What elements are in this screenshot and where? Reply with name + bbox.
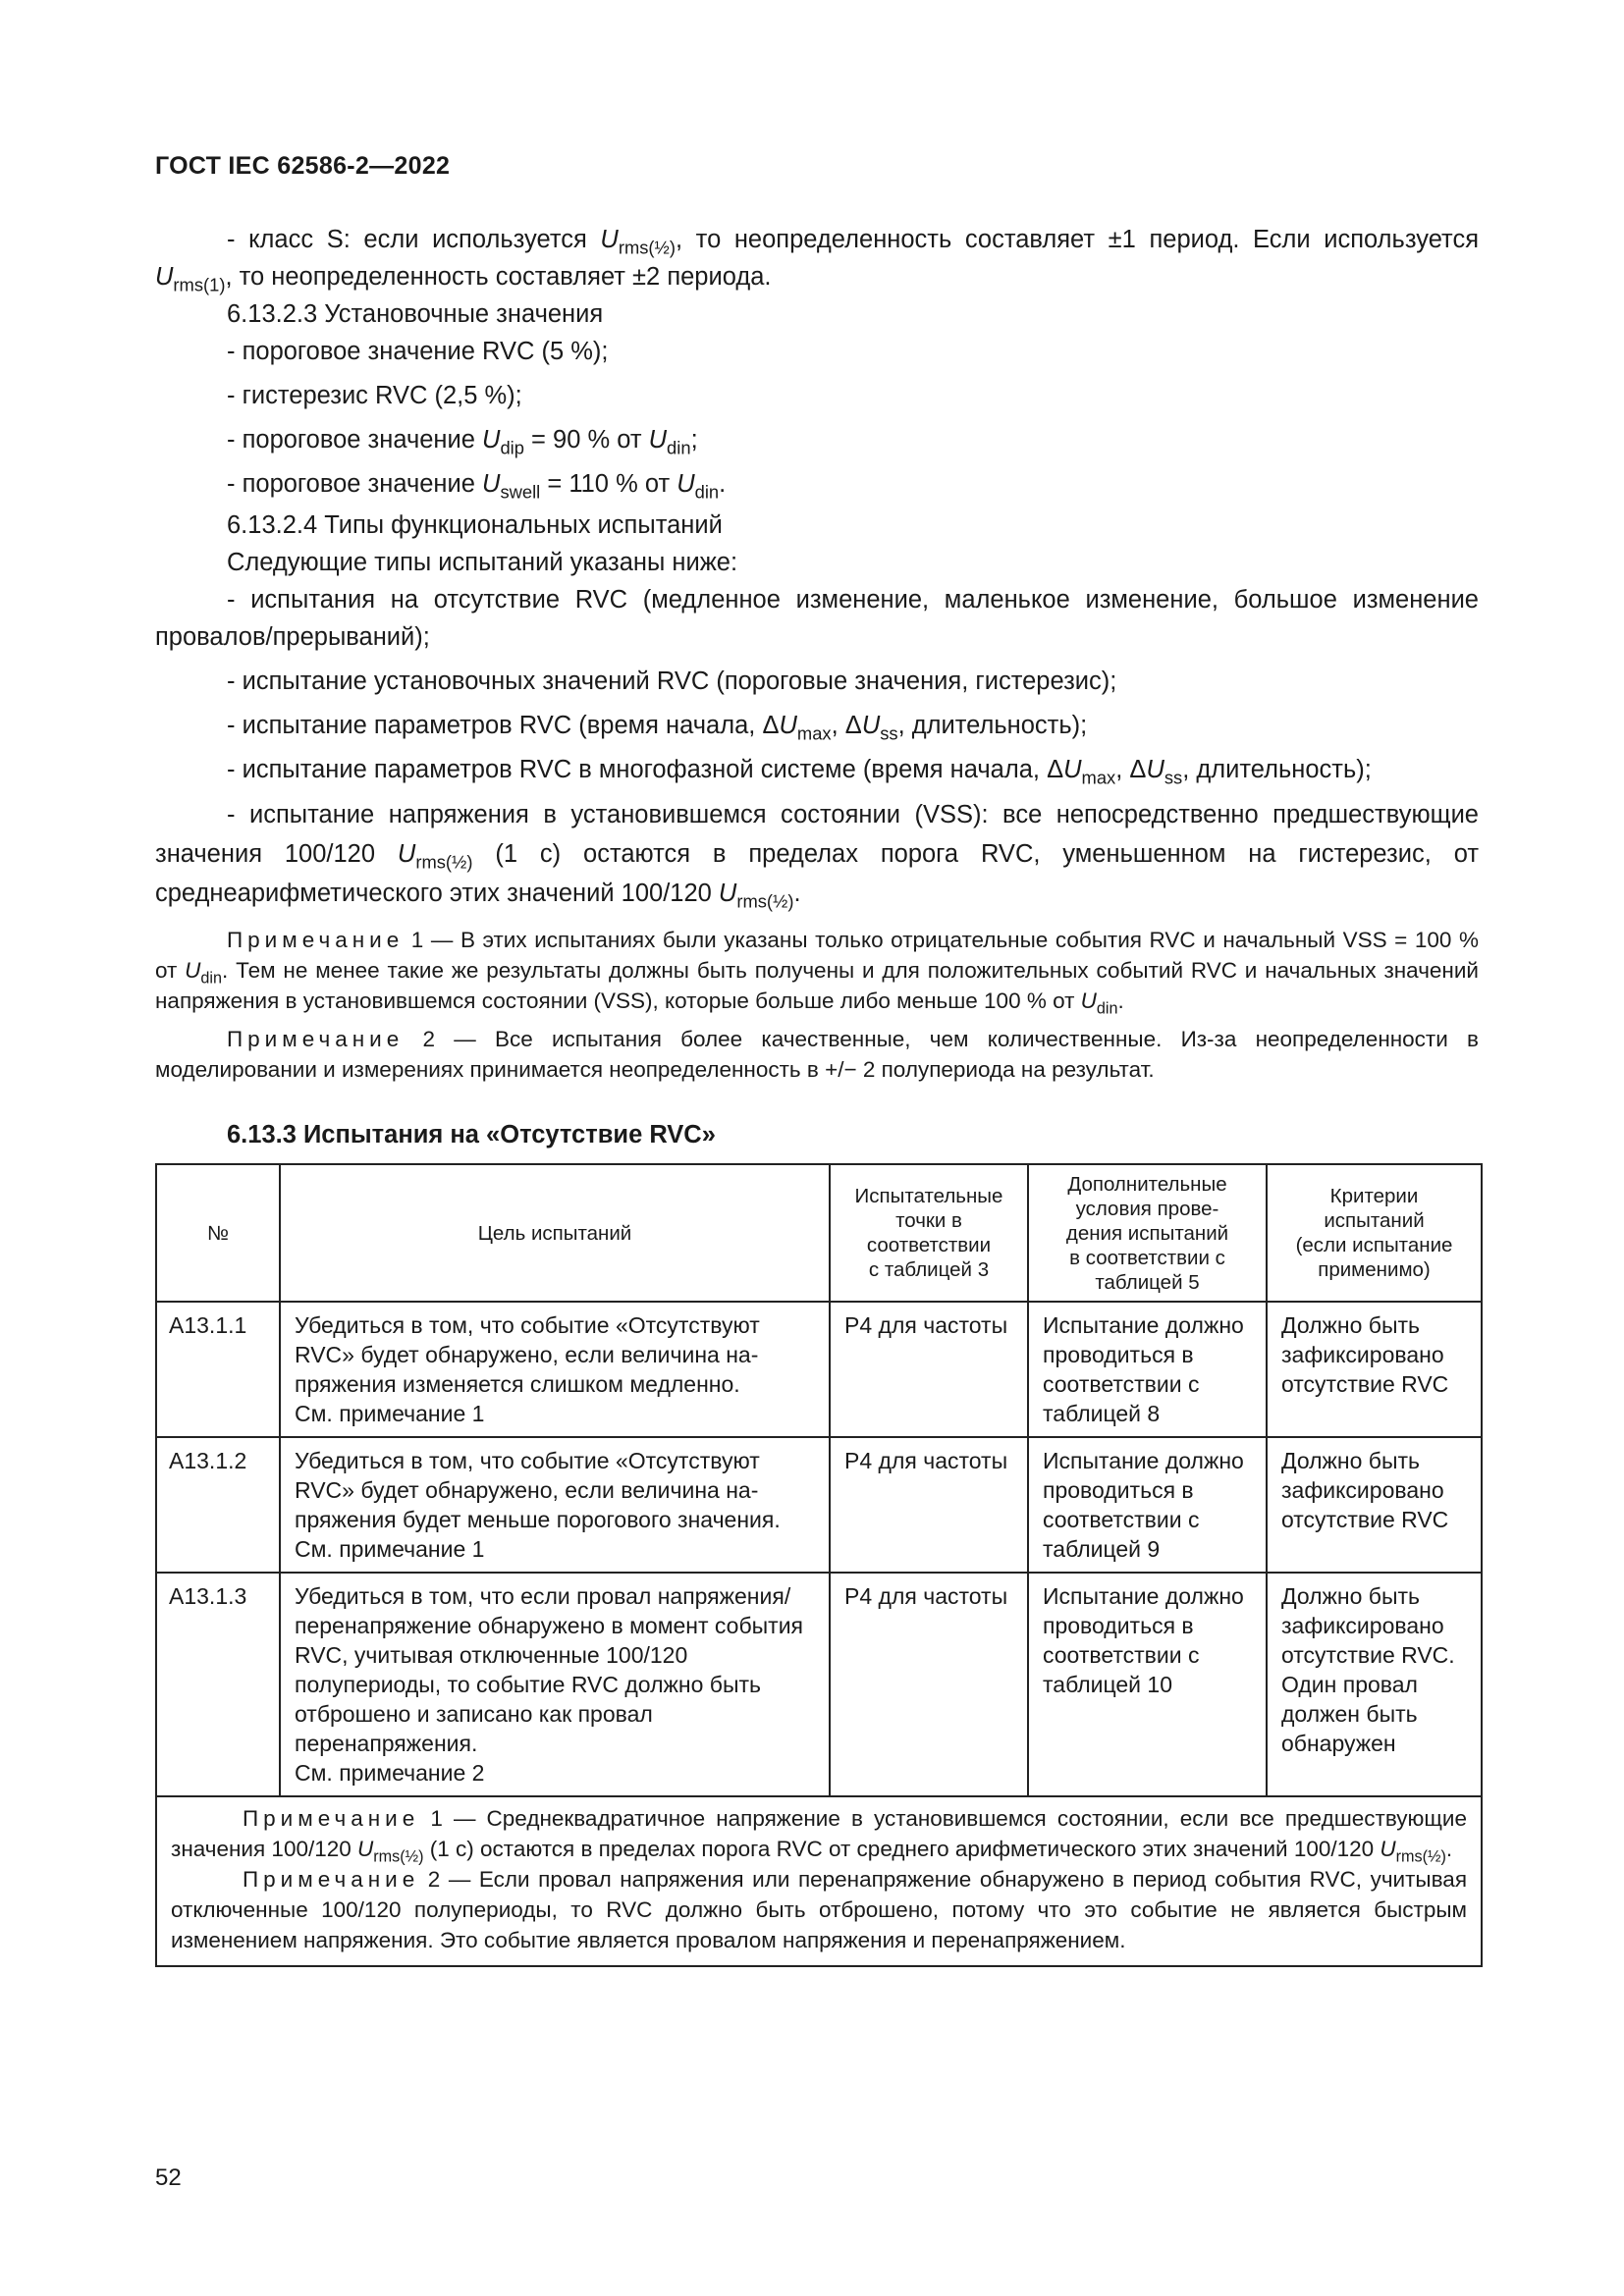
- cell-goal: Убедиться в том, что событие «Отсутствуют RVC» будет обнаружено, если величина напряжения будет меньше порогового значения. См. примечание 1: [280, 1437, 830, 1573]
- cell-goal: Убедиться в том, что если провал напряжения/перенапряжение обнаружено в момент события RVC, учитывая отключенные 100/120 полупериоды, то событие RVC должно быть отброшено и записано как провал перенапряжения. См. примечание 2: [280, 1573, 830, 1796]
- body-text: [155, 221, 1479, 1153]
- list-item: - гистерезис RVC (2,5 %);: [227, 382, 522, 409]
- cell-points: Р4 для частоты: [830, 1437, 1028, 1573]
- cell-conditions: Испытание должно проводиться в соответствии с таблицей 8: [1028, 1302, 1267, 1437]
- table-row: [156, 1573, 1482, 1796]
- cell-criteria: Должно быть зафиксировано отсутствие RVC: [1267, 1437, 1482, 1573]
- cell-id: A13.1.2: [156, 1437, 280, 1573]
- column-header: Критерии испытаний (если испытание применимо): [1267, 1164, 1482, 1302]
- list-item: - испытание параметров RVC (время начала, $\Delta U_{max}$, $\Delta U_{ss}$, длительность);: [227, 712, 1088, 744]
- column-header: Испытательные точки в соответствии с таблицей 3: [830, 1164, 1028, 1302]
- subsection-heading-6-13-2-4: 6.13.2.4 Типы функциональных испытаний: [227, 511, 723, 539]
- cell-id: A13.1.1: [156, 1302, 280, 1437]
- table-note-2: Примечание 2 — Если провал напряжения или перенапряжение обнаружено в период события RVC, учитывая отключенные 100/120 полупериоды, то RVC должно быть отброшено, потому что это событие не является быстрым изменением напряжения. Это событие является провалом напряжения и перенапряжением.: [171, 1867, 1467, 1952]
- list-item: - испытания на отсутствие RVC (медленное изменение, маленькое изменение, большое изменение провалов/прерываний);: [155, 586, 1479, 651]
- document-header: ГОСТ IEC 62586-2—2022: [155, 152, 451, 180]
- section-heading-6-13-3: 6.13.3 Испытания на «Отсутствие RVC»: [227, 1121, 716, 1148]
- page-number: 52: [155, 2164, 182, 2191]
- list-item: - испытание напряжения в установившемся состоянии (VSS): все непосредственно предшествующие значения 100/120 $U_{rms(\frac{1}{2})}$ (1 с) остаются в пределах порога RVC, уменьшенном на гистерезис, от среднеарифметического этих значений 100/120 $U_{rms(\frac{1}{2})}$.: [155, 801, 1479, 912]
- note-1: Примечание 1 — В этих испытаниях были указаны только отрицательные события RVC и начальный VSS = 100 % от $U_{din}$. Тем не менее такие же результаты должны быть получены и для положительных событий RVC и начальных значений напряжения в установившемся состоянии (VSS), которые больше либо меньше 100 % от $U_{din}$.: [155, 928, 1479, 1018]
- list-item: - испытание параметров RVC в многофазной системе (время начала, $\Delta U_{max}$, $\Delta U_{ss}$, длительность);: [227, 756, 1372, 788]
- cell-id: A13.1.3: [156, 1573, 280, 1796]
- list-item: - пороговое значение $U_{dip} = 90$ % от $U_{din}$;: [227, 426, 698, 458]
- table-notes-row: [156, 1796, 1482, 1966]
- subsection-heading-6-13-2-3: 6.13.2.3 Установочные значения: [227, 300, 604, 328]
- cell-criteria: Должно быть зафиксировано отсутствие RVC. Один провал должен быть обнаружен: [1267, 1573, 1482, 1796]
- table-notes: [156, 1796, 1482, 1966]
- column-header: Цель испытаний: [280, 1164, 830, 1302]
- column-header: №: [156, 1164, 280, 1302]
- column-header: Дополнительные условия прове- дения испытаний в соответствии с таблицей 5: [1028, 1164, 1267, 1302]
- types-intro: Следующие типы испытаний указаны ниже:: [227, 549, 738, 576]
- list-item: - пороговое значение $U_{swell} = 110$ % от $U_{din}$.: [227, 470, 727, 503]
- note-2: Примечание 2 — Все испытания более качественные, чем количественные. Из-за неопределенности в моделировании и измерениях принимается неопределенность в +/− 2 полупериода на результат.: [155, 1027, 1479, 1082]
- list-item: - пороговое значение RVC (5 %);: [227, 338, 609, 365]
- table-header-row: [156, 1164, 1482, 1302]
- list-item: - испытание установочных значений RVC (пороговые значения, гистерезис);: [227, 667, 1117, 695]
- table-row: [156, 1437, 1482, 1573]
- paragraph-class-s: - класс S: если используется $U_{rms(\frac{1}{2})}$, то неопределенность составляет ±1 период. Если используется $U_{rms(1)}$, то неопределенность составляет ±2 периода.: [155, 226, 1480, 295]
- cell-conditions: Испытание должно проводиться в соответствии с таблицей 10: [1028, 1573, 1267, 1796]
- table-note-1: Примечание 1 — Среднеквадратичное напряжение в установившемся состоянии, если все предшествующие значения 100/120 $U_{rms(\frac{1}{2})}$ (1 с) остаются в пределах порога RVC от среднего арифметического этих значений 100/120 $U_{rms(\frac{1}{2})}$.: [171, 1806, 1467, 1866]
- cell-conditions: Испытание должно проводиться в соответствии с таблицей 9: [1028, 1437, 1267, 1573]
- cell-points: Р4 для частоты: [830, 1302, 1028, 1437]
- test-table: [155, 1163, 1483, 1967]
- cell-points: Р4 для частоты: [830, 1573, 1028, 1796]
- table-row: [156, 1302, 1482, 1437]
- cell-goal: Убедиться в том, что событие «Отсутствуют RVC» будет обнаружено, если величина напряжения изменяется слишком медленно. См. примечание 1: [280, 1302, 830, 1437]
- cell-criteria: Должно быть зафиксировано отсутствие RVC: [1267, 1302, 1482, 1437]
